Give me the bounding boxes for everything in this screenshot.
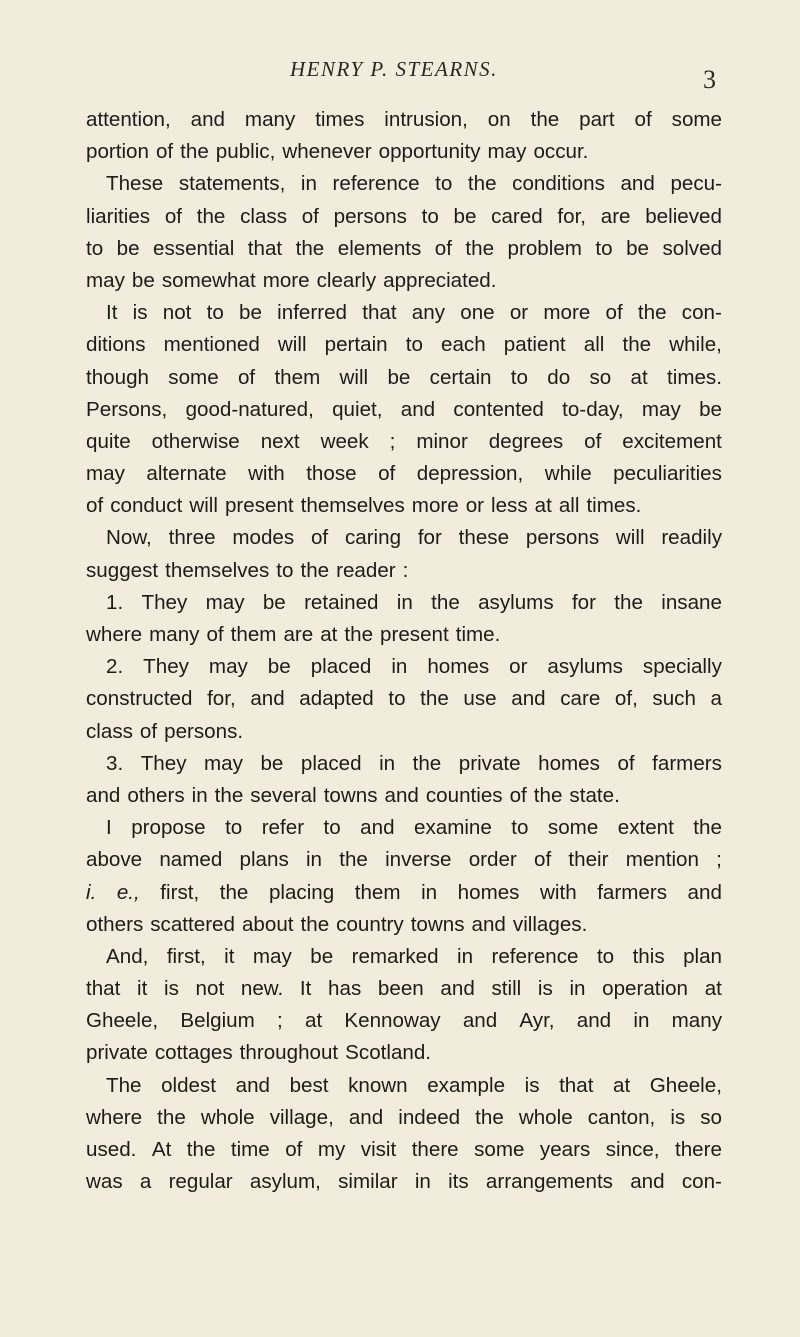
text-line: 1. They may be retained in the asylums for the insane	[106, 590, 722, 614]
text-line: to be essential that the elements of the problem to be solved	[86, 236, 722, 260]
text-line: These statements, in reference to the conditions and pecu-	[106, 172, 722, 196]
text-line: was a regular asylum, similar in its arrangements and con-	[86, 1170, 722, 1194]
text-line: attention, and many times intrusion, on the part of some	[86, 108, 722, 131]
text-line: Now, three modes of caring for these persons will readily	[106, 526, 722, 550]
text-line: liarities of the class of persons to be cared for, are believed	[86, 204, 722, 228]
page-number: 3	[703, 65, 716, 94]
text-line: may alternate with those of depression, while peculiarities	[86, 462, 722, 486]
text-line: class of persons.	[86, 719, 244, 743]
text-line: used. At the time of my visit there some years since, there	[86, 1138, 722, 1161]
text-line: quite otherwise next week ; minor degrees of excitement	[86, 429, 722, 453]
running-head-title: HENRY P. STEARNS.	[290, 57, 498, 81]
text-line: Persons, good-natured, quiet, and contented to-day, may be	[86, 397, 722, 421]
text-line: i. e., first, the placing them in homes with farmers and	[86, 880, 722, 904]
text-line: above named plans in the inverse order of their mention ;	[86, 848, 722, 872]
text-line: may be somewhat more clearly appreciated.	[86, 268, 497, 292]
text-line: And, first, it may be remarked in reference to this plan	[106, 944, 722, 968]
text-line: 3. They may be placed in the private homes of farmers	[106, 751, 722, 775]
text-line: Gheele, Belgium ; at Kennoway and Ayr, and in many	[86, 1009, 722, 1033]
text-line: portion of the public, whenever opportunity may occur.	[86, 140, 589, 164]
text-line: of conduct will present themselves more or less at all times.	[86, 494, 642, 518]
text-line: I propose to refer to and examine to some extent the	[106, 816, 722, 840]
text-line: private cottages throughout Scotland.	[86, 1041, 432, 1065]
body-text	[86, 104, 722, 1198]
text-line: constructed for, and adapted to the use and care of, such a	[86, 687, 722, 711]
text-line: though some of them will be certain to do so at times.	[86, 365, 722, 389]
running-head	[0, 51, 800, 94]
text-line: and others in the several towns and counties of the state.	[86, 783, 620, 807]
text-line: that it is not new. It has been and still is in operation at	[86, 977, 722, 1001]
text-line: The oldest and best known example is that at Gheele,	[106, 1073, 722, 1097]
text-line: 2. They may be placed in homes or asylums specially	[106, 655, 722, 679]
text-line: suggest themselves to the reader :	[86, 558, 409, 582]
text-line: others scattered about the country towns and villages.	[86, 912, 588, 936]
text-line: It is not to be inferred that any one or more of the con-	[106, 301, 722, 325]
text-line: ditions mentioned will pertain to each patient all the while,	[86, 333, 722, 357]
text-line: where many of them are at the present time.	[86, 623, 501, 646]
text-line: where the whole village, and indeed the whole canton, is so	[86, 1105, 722, 1129]
